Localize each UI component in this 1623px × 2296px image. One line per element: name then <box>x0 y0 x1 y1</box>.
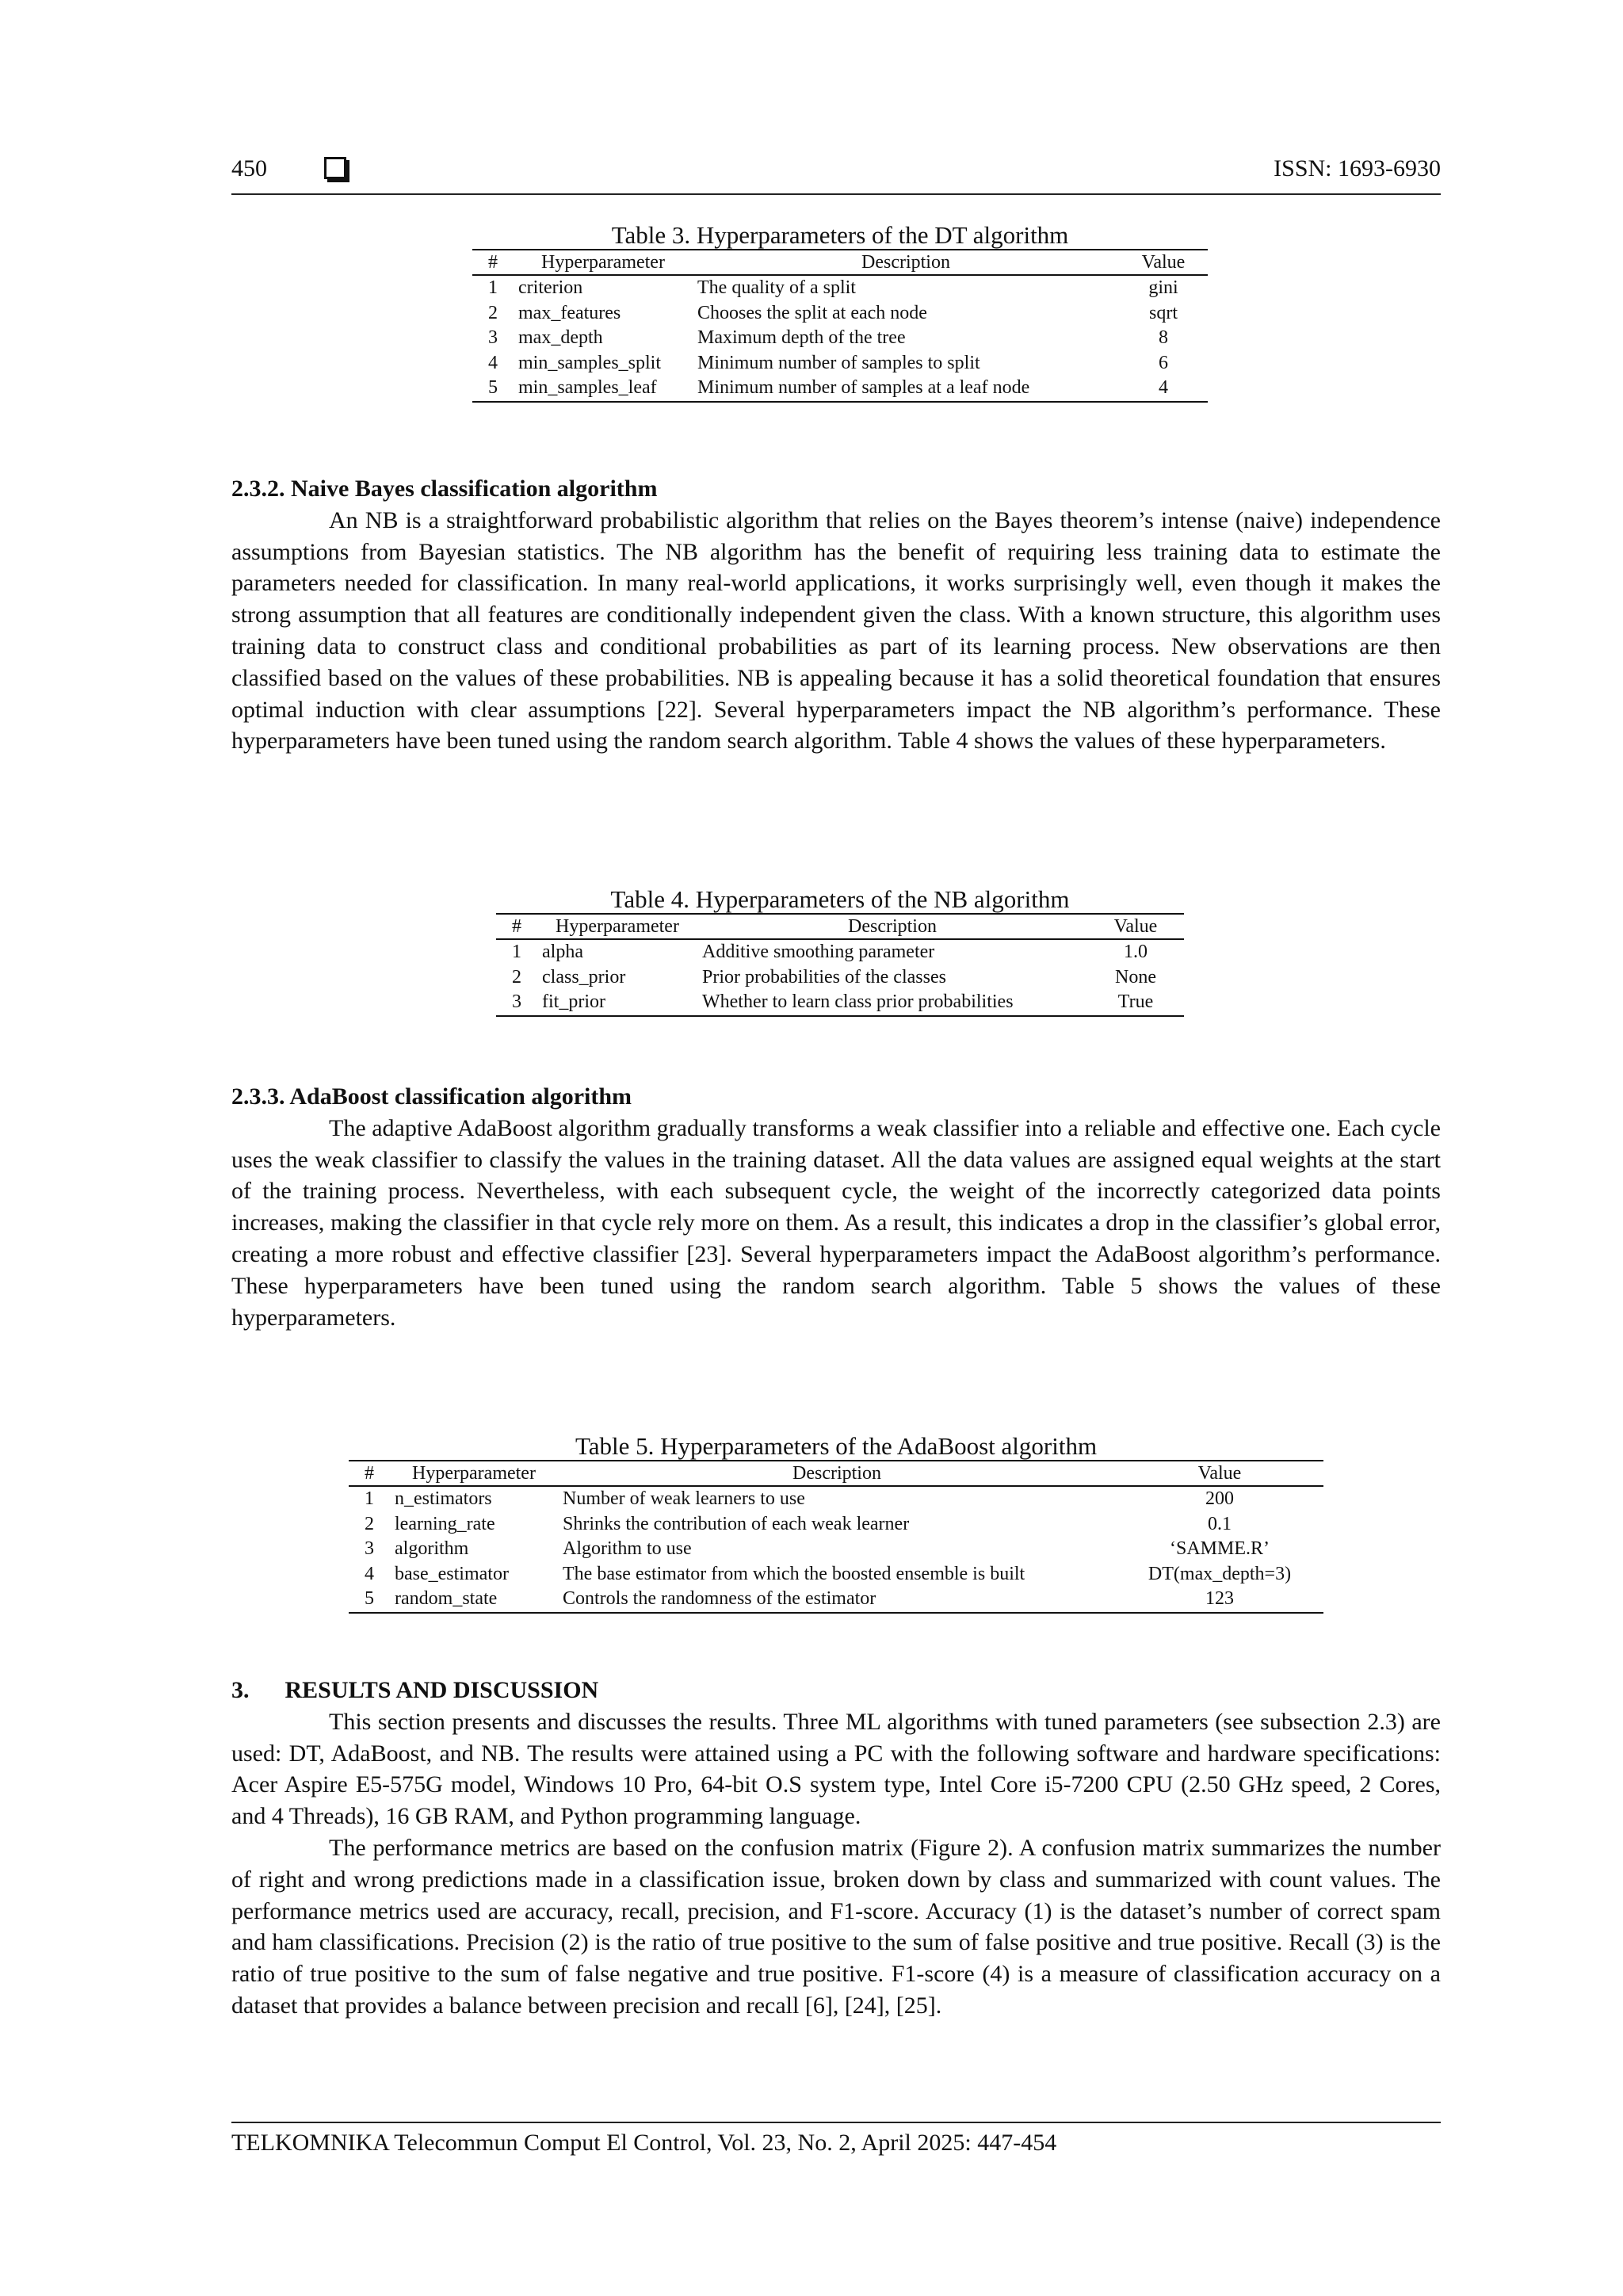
col-header-value: Value <box>1087 914 1184 939</box>
cell-num: 4 <box>365 1563 374 1584</box>
cell-num: 3 <box>365 1538 374 1559</box>
col-header-description: Description <box>558 1461 1116 1486</box>
section-heading: 2.3.2. Naive Bayes classification algorithm <box>231 476 658 502</box>
table-row <box>349 1562 1323 1587</box>
table4-caption: Table 4. Hyperparameters of the NB algorithm <box>610 885 1070 913</box>
table-row <box>349 1512 1323 1538</box>
table-row <box>472 376 1208 402</box>
cell-num: 2 <box>365 1513 374 1534</box>
cell-value: 200 <box>1205 1488 1234 1509</box>
table5-grid <box>349 1460 1323 1614</box>
cell-hyperparameter: max_depth <box>518 327 603 348</box>
table3-caption: Table 3. Hyperparameters of the DT algorithm <box>611 221 1069 249</box>
col-header-num: # <box>349 1461 390 1486</box>
section-heading: 3. RESULTS AND DISCUSSION <box>231 1677 599 1703</box>
table5-header-row <box>349 1461 1323 1486</box>
cell-description: The base estimator from which the boosted ensemble is built <box>563 1563 1025 1584</box>
cell-hyperparameter: max_features <box>518 302 621 323</box>
section-paragraph: The performance metrics are based on the confusion matrix (Figure 2). A confusion matrix summarizes the number of right and wrong predictions made in a classification issue, broken down by class and summarized with count values. The performance metrics used are accuracy, recall, precision, and F1-score. Accuracy (1) is the dataset’s number of correct spam and ham classifications. Precision (2) is the ratio of true positive to the sum of false positive and true positive. Recall (3) is the ratio of true positive to the sum of false negative and true positive. F1-score (4) is a measure of classification accuracy on a dataset that provides a balance between precision and recall [6], [24], [25]. <box>231 1834 1441 2019</box>
cell-description: Algorithm to use <box>563 1538 692 1559</box>
page-number: 450 <box>231 155 267 181</box>
section-paragraph: The adaptive AdaBoost algorithm gradually transforms a weak classifier into a reliable and effective one. Each cycle uses the weak classifier to classify the values in the training dataset. All the data values are assigned equal weights at the start of the training process. Nevertheless, with each subsequent cycle, the weight of the incorrectly categorized data points increases, making the classifier in that cycle rely more on them. As a result, this indicates a drop in the classifier’s global error, creating a more robust and effective classifier [23]. Several hyperparameters impact the AdaBoost algorithm’s performance. These hyperparameters have been tuned using the random search algorithm. Table 5 shows the values of these hyperparameters. <box>231 1114 1441 1331</box>
cell-description: Prior probabilities of the classes <box>702 966 946 988</box>
section-2-3-2 <box>231 473 1441 757</box>
section-paragraph: This section presents and discusses the results. Three ML algorithms with tuned parameters (see subsection 2.3) are used: DT, AdaBoost, and NB. The results were attained using a PC with the following software and hardware specifications: Acer Aspire E5-575G model, Windows 10 Pro, 64-bit O.S system type, Intel Core i5-7200 CPU (2.50 GHz speed, 2 Cores, and 4 Threads), 16 GB RAM, and Python programming language. <box>231 1708 1441 1830</box>
cell-value: 123 <box>1116 1587 1323 1613</box>
col-header-num: # <box>496 914 537 939</box>
cell-value: 8 <box>1159 327 1168 348</box>
cell-description: Minimum number of samples at a leaf node <box>693 376 1119 402</box>
checkbox-square-icon <box>324 157 346 179</box>
cell-value: gini <box>1148 277 1178 298</box>
cell-description: Number of weak learners to use <box>563 1488 805 1509</box>
table-row <box>496 965 1184 991</box>
issn-label: ISSN: 1693-6930 <box>1274 155 1441 181</box>
table5-caption: Table 5. Hyperparameters of the AdaBoost algorithm <box>575 1432 1098 1460</box>
table4-header-row <box>496 914 1184 939</box>
cell-description: Controls the randomness of the estimator <box>558 1587 1116 1613</box>
table3 <box>472 222 1208 403</box>
cell-num: 4 <box>488 352 498 373</box>
cell-description: Whether to learn class prior probabilities <box>697 990 1087 1016</box>
cell-num: 2 <box>488 302 498 323</box>
cell-num: 3 <box>496 990 537 1016</box>
cell-value: DT(max_depth=3) <box>1148 1563 1292 1584</box>
page-header <box>231 155 1441 195</box>
cell-hyperparameter: base_estimator <box>395 1563 509 1584</box>
table-row <box>349 1587 1323 1613</box>
cell-hyperparameter: n_estimators <box>395 1488 492 1509</box>
table-row <box>349 1486 1323 1512</box>
cell-hyperparameter: fit_prior <box>537 990 697 1016</box>
cell-num: 5 <box>472 376 514 402</box>
col-header-hyperparameter: Hyperparameter <box>390 1461 558 1486</box>
cell-value: 1.0 <box>1124 942 1148 962</box>
table4 <box>496 886 1184 1017</box>
section-paragraph: An NB is a straightforward probabilistic algorithm that relies on the Bayes theorem’s intense (naive) independence assumptions from Bayesian statistics. The NB algorithm has the benefit of requiring less training data to estimate the parameters needed for classification. In many real-world applications, it works surprisingly well, even though it makes the strong assumption that all features are conditionally independent given the class. With a known structure, this algorithm uses training data to construct class and conditional probabilities as part of its learning process. New observations are then classified based on the values of these probabilities. NB is appealing because it has a solid theoretical foundation that ensures optimal induction with clear assumptions [22]. Several hyperparameters impact the NB algorithm’s performance. These hyperparameters have been tuned using the random search algorithm. Table 4 shows the values of these hyperparameters. <box>231 506 1441 755</box>
table-row <box>472 301 1208 327</box>
cell-num: 5 <box>349 1587 390 1613</box>
cell-value: sqrt <box>1149 302 1178 323</box>
cell-description: The quality of a split <box>697 277 856 298</box>
cell-value: 4 <box>1119 376 1208 402</box>
section-2-3-3 <box>231 1081 1441 1333</box>
table-row <box>496 990 1184 1016</box>
table-row <box>472 351 1208 376</box>
cell-value: None <box>1115 966 1156 988</box>
section-3 <box>231 1675 1441 2022</box>
table-row <box>472 326 1208 351</box>
cell-description: Shrinks the contribution of each weak learner <box>563 1513 910 1534</box>
cell-description: Minimum number of samples to split <box>697 352 980 373</box>
col-header-hyperparameter: Hyperparameter <box>537 914 697 939</box>
table4-grid <box>496 913 1184 1017</box>
cell-value: ‘SAMME.R’ <box>1169 1538 1270 1559</box>
cell-hyperparameter: min_samples_split <box>518 352 661 373</box>
cell-hyperparameter: learning_rate <box>395 1513 495 1534</box>
cell-value: 0.1 <box>1208 1513 1232 1534</box>
col-header-num: # <box>472 250 514 275</box>
col-header-value: Value <box>1119 250 1208 275</box>
cell-hyperparameter: random_state <box>390 1587 558 1613</box>
cell-hyperparameter: min_samples_leaf <box>514 376 693 402</box>
cell-description: Maximum depth of the tree <box>697 327 906 348</box>
cell-num: 2 <box>512 966 521 988</box>
cell-num: 1 <box>512 942 521 962</box>
cell-hyperparameter: algorithm <box>395 1538 469 1559</box>
cell-description: Chooses the split at each node <box>697 302 927 323</box>
cell-description: Additive smoothing parameter <box>702 942 935 962</box>
table3-header-row <box>472 250 1208 275</box>
cell-num: 3 <box>488 327 498 348</box>
cell-num: 1 <box>365 1488 374 1509</box>
table-row <box>349 1537 1323 1562</box>
cell-hyperparameter: class_prior <box>542 966 626 988</box>
cell-value: 6 <box>1159 352 1168 373</box>
col-header-hyperparameter: Hyperparameter <box>514 250 693 275</box>
section-heading: 2.3.3. AdaBoost classification algorithm <box>231 1083 632 1110</box>
table5 <box>349 1433 1323 1614</box>
cell-num: 1 <box>488 277 498 298</box>
table3-grid <box>472 249 1208 403</box>
col-header-description: Description <box>693 250 1119 275</box>
col-header-description: Description <box>697 914 1087 939</box>
page-footer <box>231 2122 1441 2157</box>
cell-hyperparameter: alpha <box>542 942 583 962</box>
table-row <box>496 939 1184 965</box>
footer-citation: TELKOMNIKA Telecommun Comput El Control, Vol. 23, No. 2, April 2025: 447-454 <box>231 2130 1057 2156</box>
col-header-value: Value <box>1116 1461 1323 1486</box>
cell-value: True <box>1087 990 1184 1016</box>
table-row <box>472 275 1208 301</box>
cell-hyperparameter: criterion <box>518 277 583 298</box>
